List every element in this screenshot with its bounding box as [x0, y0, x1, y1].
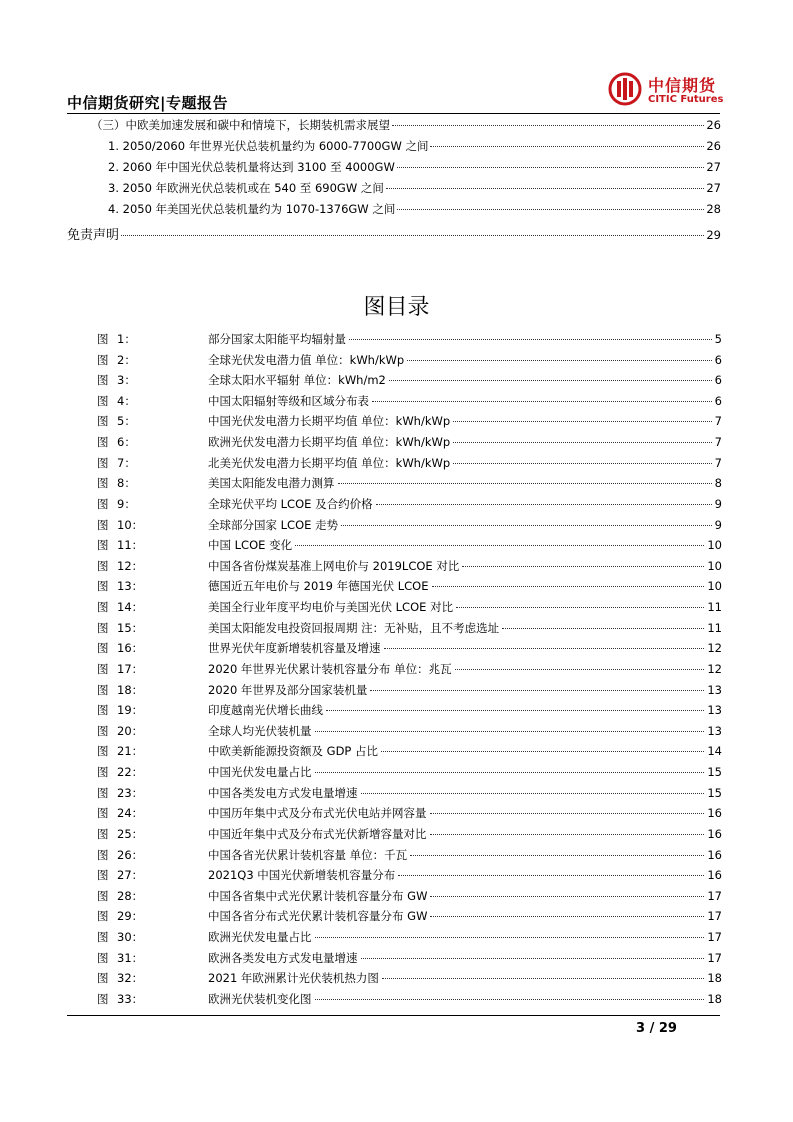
figure-page: 6	[714, 352, 722, 367]
toc-entry-title: 3. 2050 年欧洲光伏总装机或在 540 至 690GW 之间	[108, 181, 384, 195]
figure-entry-body	[208, 517, 722, 533]
figure-title: 全球光伏平均 LCOE 及合约价格	[208, 496, 373, 511]
figure-label: 图	[97, 909, 109, 924]
figure-entry-body	[208, 455, 722, 471]
figure-leader-dots	[315, 731, 705, 732]
figure-entry[interactable]	[97, 867, 722, 888]
figure-entry-body	[208, 413, 722, 429]
toc-entry-3-3[interactable]	[108, 180, 721, 198]
figure-title: 美国太阳能发电潜力测算	[208, 476, 335, 491]
figure-page: 9	[714, 496, 722, 511]
figure-page: 16	[707, 868, 722, 883]
figure-page: 18	[707, 991, 722, 1006]
figure-entry[interactable]	[97, 393, 722, 414]
figure-number: 18：	[117, 682, 144, 697]
figure-number: 26：	[117, 847, 144, 862]
figure-number: 29：	[117, 909, 144, 924]
figure-page: 7	[714, 455, 722, 470]
figure-number: 21：	[117, 744, 144, 759]
figure-leader-dots	[315, 999, 705, 1000]
figure-page: 13	[707, 723, 722, 738]
figure-label: 图	[97, 455, 109, 470]
figure-label: 图	[97, 435, 109, 450]
figure-entry-body	[208, 888, 722, 904]
figure-number: 13：	[117, 579, 144, 594]
figure-page: 12	[707, 641, 722, 656]
figure-label: 图	[97, 868, 109, 883]
toc-leader-dots	[392, 125, 704, 126]
figure-title: 中国光伏发电量占比	[208, 765, 312, 780]
figure-page: 7	[714, 435, 722, 450]
figure-title: 印度越南光伏增长曲线	[208, 703, 323, 718]
figure-leader-dots	[389, 380, 712, 381]
figure-number: 10：	[117, 517, 144, 532]
figure-label: 图	[97, 744, 109, 759]
figure-label: 图	[97, 888, 109, 903]
figure-leader-dots	[453, 421, 711, 422]
toc-entry-disclaimer[interactable]	[67, 224, 721, 242]
figure-leader-dots	[398, 875, 704, 876]
figure-label: 图	[97, 950, 109, 965]
figure-page: 5	[714, 332, 722, 346]
figure-title: 中国光伏发电潜力长期平均值 单位：kWh/kWp	[208, 414, 451, 429]
figure-entry[interactable]	[97, 970, 722, 991]
header-divider	[67, 113, 720, 114]
figure-label: 图	[97, 785, 109, 800]
figure-entry-body	[208, 702, 722, 718]
figure-entry[interactable]	[97, 743, 722, 764]
figure-leader-dots	[432, 586, 705, 587]
figure-entry[interactable]	[97, 908, 722, 929]
figure-entry-body	[208, 764, 722, 780]
figure-number: 12：	[117, 558, 144, 573]
logo-chinese-name: 中信期货	[648, 76, 717, 95]
figure-leader-dots	[453, 442, 711, 443]
figure-entry-body	[208, 723, 722, 739]
figure-entry-body	[208, 805, 722, 821]
figure-entry-body	[208, 847, 722, 863]
figure-entry-body	[208, 929, 722, 945]
figure-entry[interactable]	[97, 434, 722, 455]
figure-number: 19：	[117, 703, 144, 718]
figure-title: 中国太阳辐射等级和区域分布表	[208, 393, 369, 408]
figure-leader-dots	[361, 793, 705, 794]
figure-leader-dots	[315, 937, 705, 938]
figure-title: 美国全行业年度平均电价与美国光伏 LCOE 对比	[208, 600, 454, 615]
figure-title: 中国各省分布式光伏累计装机容量分布 GW	[208, 909, 428, 924]
figure-number: 4：	[117, 393, 136, 408]
figure-label: 图	[97, 579, 109, 594]
figure-label: 图	[97, 971, 109, 986]
toc-leader-dots	[430, 146, 704, 147]
figure-entry[interactable]	[97, 950, 722, 971]
figure-number: 15：	[117, 620, 144, 635]
figure-entry[interactable]	[97, 826, 722, 847]
figure-entry-body	[208, 640, 722, 656]
figure-label: 图	[97, 558, 109, 573]
figure-page: 17	[707, 950, 722, 965]
figure-title: 中欧美新能源投资额及 GDP 占比	[208, 744, 379, 759]
figure-page: 13	[707, 682, 722, 697]
figure-entry-body	[208, 475, 722, 491]
figure-entry[interactable]	[97, 702, 722, 723]
toc-entry-section3[interactable]	[91, 117, 721, 135]
figure-entry[interactable]	[97, 682, 722, 703]
figure-leader-dots	[370, 690, 704, 691]
toc-leader-dots	[397, 209, 704, 210]
figure-title: 中国 LCOE 变化	[208, 538, 293, 553]
figure-number: 1：	[117, 332, 136, 346]
figure-leader-dots	[410, 855, 704, 856]
figure-number: 20：	[117, 723, 144, 738]
figure-title: 2020 年世界及部分国家装机量	[208, 682, 368, 697]
toc-entry-title: 2. 2060 年中国光伏总装机量将达到 3100 至 4000GW	[108, 160, 395, 174]
figure-entry[interactable]	[97, 991, 722, 1012]
citic-logo-icon	[608, 72, 642, 106]
figure-title: 美国太阳能发电投资回报周期 注：无补贴，且不考虑选址	[208, 620, 500, 635]
toc-leader-dots	[121, 235, 704, 236]
figure-title: 部分国家太阳能平均辐射量	[208, 332, 346, 346]
figure-leader-dots	[382, 978, 704, 979]
figure-entry[interactable]	[97, 475, 722, 496]
figure-label: 图	[97, 620, 109, 635]
figure-title: 中国各省集中式光伏累计装机容量分布 GW	[208, 888, 428, 903]
figure-label: 图	[97, 600, 109, 615]
figure-entry[interactable]	[97, 847, 722, 868]
figure-leader-dots	[430, 896, 704, 897]
figure-page: 15	[707, 765, 722, 780]
figure-page: 12	[707, 661, 722, 676]
toc-entry-page: 26	[706, 139, 721, 153]
figure-leader-dots	[295, 545, 704, 546]
figure-leader-dots	[315, 772, 705, 773]
figure-page: 11	[707, 600, 722, 615]
toc-leader-dots	[386, 188, 705, 189]
figure-number: 17：	[117, 661, 144, 676]
toc-entry-page: 29	[706, 228, 721, 242]
figure-label: 图	[97, 929, 109, 944]
figure-entry-body	[208, 682, 722, 698]
figure-label: 图	[97, 765, 109, 780]
figure-leader-dots	[372, 401, 712, 402]
page-number: 3 / 29	[636, 1021, 677, 1036]
citic-logo	[608, 72, 723, 108]
figure-entry-body	[208, 537, 722, 553]
figure-number: 32：	[117, 971, 144, 986]
figure-leader-dots	[456, 607, 704, 608]
figure-entry[interactable]	[97, 599, 722, 620]
figure-leader-dots	[453, 463, 711, 464]
figure-entry[interactable]	[97, 640, 722, 661]
figure-leader-dots	[430, 916, 704, 917]
toc-entry-title: （三）中欧美加速发展和碳中和情境下，长期装机需求展望	[91, 118, 390, 132]
figure-title: 欧洲各类发电方式发电量增速	[208, 950, 358, 965]
figure-page: 16	[707, 806, 722, 821]
figure-title: 全球部分国家 LCOE 走势	[208, 517, 339, 532]
figure-title: 北美光伏发电潜力长期平均值 单位：kWh/kWp	[208, 455, 451, 470]
toc-entry-page: 27	[706, 181, 721, 195]
figure-number: 23：	[117, 785, 144, 800]
figure-entry[interactable]	[97, 558, 722, 579]
figure-label: 图	[97, 806, 109, 821]
figure-page: 18	[707, 971, 722, 986]
figure-number: 6：	[117, 435, 136, 450]
figure-entry[interactable]	[97, 723, 722, 744]
toc-entry-title: 4. 2050 年美国光伏总装机量约为 1070-1376GW 之间	[108, 202, 396, 216]
figure-leader-dots	[381, 751, 704, 752]
figure-label: 图	[97, 641, 109, 656]
figure-leader-dots	[376, 504, 712, 505]
figure-label: 图	[97, 826, 109, 841]
figure-entry-body	[208, 331, 722, 347]
figure-label: 图	[97, 373, 109, 388]
figure-label: 图	[97, 703, 109, 718]
figure-number: 7：	[117, 455, 136, 470]
figure-entry-body	[208, 950, 722, 966]
figure-number: 28：	[117, 888, 144, 903]
figure-leader-dots	[361, 958, 705, 959]
figure-leader-dots	[349, 339, 712, 340]
figure-number: 22：	[117, 765, 144, 780]
figure-number: 24：	[117, 806, 144, 821]
figure-entry[interactable]	[97, 537, 722, 558]
figure-label: 图	[97, 414, 109, 429]
toc-entry-3-1[interactable]	[108, 138, 721, 156]
figure-page: 17	[707, 888, 722, 903]
figure-label: 图	[97, 332, 109, 346]
figure-title: 全球光伏发电潜力值 单位：kWh/kWp	[208, 352, 405, 367]
figure-page: 11	[707, 620, 722, 635]
figure-label: 图	[97, 517, 109, 532]
figure-leader-dots	[326, 710, 704, 711]
figure-entry-body	[208, 826, 722, 842]
figure-title: 2021Q3 中国光伏新增装机容量分布	[208, 868, 396, 883]
toc-entry-3-4[interactable]	[108, 201, 721, 219]
figure-entry-body	[208, 867, 722, 883]
figure-page: 6	[714, 393, 722, 408]
figure-page: 10	[707, 538, 722, 553]
figure-entry-body	[208, 352, 722, 368]
figure-title: 世界光伏年度新增装机容量及增速	[208, 641, 381, 656]
figure-page: 10	[707, 558, 722, 573]
figure-entry[interactable]	[97, 331, 722, 352]
figure-entry-body	[208, 599, 722, 615]
figure-page: 9	[714, 517, 722, 532]
figure-number: 8：	[117, 476, 136, 491]
figure-entry[interactable]	[97, 455, 722, 476]
figure-number: 3：	[117, 373, 136, 388]
figure-number: 27：	[117, 868, 144, 883]
figure-number: 30：	[117, 929, 144, 944]
figure-number: 25：	[117, 826, 144, 841]
figure-entry-body	[208, 372, 722, 388]
figure-number: 16：	[117, 641, 144, 656]
figure-label: 图	[97, 393, 109, 408]
figure-entry[interactable]	[97, 805, 722, 826]
figure-leader-dots	[430, 813, 705, 814]
figure-entry[interactable]	[97, 496, 722, 517]
figure-entry-body	[208, 785, 722, 801]
figure-leader-dots	[407, 360, 711, 361]
figure-number: 5：	[117, 414, 136, 429]
figure-label: 图	[97, 538, 109, 553]
figure-leader-dots	[455, 669, 705, 670]
figure-label: 图	[97, 723, 109, 738]
figure-leader-dots	[341, 525, 712, 526]
toc-entry-page: 26	[706, 118, 721, 132]
figure-label: 图	[97, 847, 109, 862]
figure-entry[interactable]	[97, 785, 722, 806]
toc-entry-3-2[interactable]	[108, 159, 721, 177]
figure-entry-body	[208, 496, 722, 512]
figure-entry[interactable]	[97, 372, 722, 393]
figure-label: 图	[97, 661, 109, 676]
figure-list-heading: 图目录	[363, 295, 430, 320]
figure-title: 德国近五年电价与 2019 年德国光伏 LCOE	[208, 579, 429, 594]
figure-label: 图	[97, 682, 109, 697]
figure-number: 11：	[117, 538, 144, 553]
figure-entry[interactable]	[97, 929, 722, 950]
figure-leader-dots	[462, 566, 704, 567]
toc-entry-page: 27	[706, 160, 721, 174]
figure-number: 31：	[117, 950, 144, 965]
figure-label: 图	[97, 991, 109, 1006]
figure-title: 中国历年集中式及分布式光伏电站并网容量	[208, 806, 427, 821]
toc-entry-title: 免责声明	[67, 228, 120, 243]
figure-page: 14	[707, 744, 722, 759]
figure-entry[interactable]	[97, 661, 722, 682]
figure-leader-dots	[502, 628, 704, 629]
figure-entry-body	[208, 661, 722, 677]
figure-leader-dots	[384, 648, 705, 649]
figure-page: 17	[707, 909, 722, 924]
figure-number: 9：	[117, 496, 136, 511]
figure-entry-body	[208, 578, 722, 594]
figure-number: 14：	[117, 600, 144, 615]
figure-page: 16	[707, 847, 722, 862]
figure-leader-dots	[338, 483, 712, 484]
figure-title: 全球太阳水平辐射 单位：kWh/m2	[208, 373, 386, 388]
figure-page: 17	[707, 929, 722, 944]
figure-title: 2021 年欧洲累计光伏装机热力图	[208, 971, 379, 986]
figure-entry-body	[208, 620, 722, 636]
figure-entry-body	[208, 991, 722, 1007]
figure-entry-body	[208, 393, 722, 409]
footer-divider	[67, 1015, 720, 1016]
figure-title: 2020 年世界光伏累计装机容量分布 单位：兆瓦	[208, 661, 452, 676]
figure-entry[interactable]	[97, 620, 722, 641]
figure-page: 13	[707, 703, 722, 718]
figure-page: 10	[707, 579, 722, 594]
figure-entry-body	[208, 743, 722, 759]
figure-entry[interactable]	[97, 888, 722, 909]
figure-page: 15	[707, 785, 722, 800]
figure-page: 7	[714, 414, 722, 429]
figure-title: 中国各省份煤炭基准上网电价与 2019LCOE 对比	[208, 558, 460, 573]
figure-entry[interactable]	[97, 352, 722, 373]
figure-page: 16	[707, 826, 722, 841]
figure-title: 欧洲光伏发电量占比	[208, 929, 312, 944]
figure-entry[interactable]	[97, 764, 722, 785]
figure-number: 33：	[117, 991, 144, 1006]
figure-entry[interactable]	[97, 517, 722, 538]
toc-leader-dots	[397, 167, 705, 168]
toc-entry-page: 28	[706, 202, 721, 216]
figure-title: 全球人均光伏装机量	[208, 723, 312, 738]
figure-title: 中国近年集中式及分布式光伏新增容量对比	[208, 826, 427, 841]
figure-entry[interactable]	[97, 413, 722, 434]
logo-english-name: CITIC Futures	[648, 94, 724, 105]
figure-leader-dots	[430, 834, 705, 835]
figure-label: 图	[97, 476, 109, 491]
toc-entry-title: 1. 2050/2060 年世界光伏总装机量约为 6000-7700GW 之间	[108, 139, 429, 153]
figure-title: 欧洲光伏发电潜力长期平均值 单位：kWh/kWp	[208, 435, 451, 450]
figure-number: 2：	[117, 352, 136, 367]
figure-entry-body	[208, 434, 722, 450]
figure-title: 欧洲光伏装机变化图	[208, 991, 312, 1006]
figure-page: 6	[714, 373, 722, 388]
figure-page: 8	[714, 476, 722, 491]
figure-title: 中国各类发电方式发电量增速	[208, 785, 358, 800]
figure-entry[interactable]	[97, 578, 722, 599]
figure-entry-body	[208, 908, 722, 924]
figure-title: 中国各省光伏累计装机容量 单位：千瓦	[208, 847, 408, 862]
figure-label: 图	[97, 352, 109, 367]
figure-entry-body	[208, 970, 722, 986]
figure-entry-body	[208, 558, 722, 574]
report-header-title: 中信期货研究|专题报告	[67, 94, 228, 112]
figure-label: 图	[97, 496, 109, 511]
